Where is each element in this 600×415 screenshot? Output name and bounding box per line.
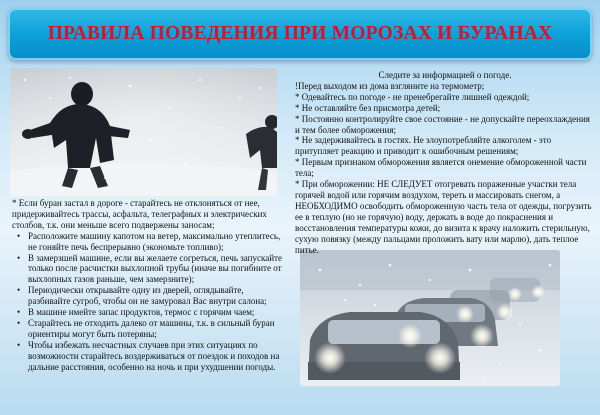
blizzard-people-photo [10, 68, 277, 196]
road-bullet-list [12, 231, 282, 373]
advice-line: * Одевайтесь по погоде - не пренебрегайте лишней одеждой; [295, 91, 530, 102]
advice-line: * Не оставляйте без присмотра детей; [295, 102, 441, 113]
list-item: • В машине имейте запас продуктов, термос с горячим чаем; [12, 307, 282, 318]
blizzard-road-text [12, 198, 282, 373]
advice-line: * При обморожении: НЕ СЛЕДУЕТ отогревать пораженные участки тела горячей водой или горячим воздухом, тереть и массировать снегом, а НЕОБХОДИМО освободить обмороженную часть тела от одежды, погрузить ее в теплую (но не горячую) воду, держать в воде до покраснения и восстановления температуры кожи, до визита к врачу наложить стерильную, сухую повязку (между пальцами проложить вату или марлю), дать теплое питье. [295, 179, 592, 255]
weather-heading: Следите за информацией о погоде. [378, 70, 512, 80]
title-banner [8, 8, 592, 60]
list-item: • Расположите машину капотом на ветер, максимально утеплитесь, не гоняйте печь беспрерывно (экономьте топливо); [12, 231, 282, 253]
weather-advice-text [295, 70, 595, 255]
advice-line: * Первым признаком обморожения является онемение обмороженной части тела; [295, 157, 587, 179]
advice-line: * Не задерживайтесь в гостях. Не злоупотребляйте алкоголем - это притупляет реакцию и приводит к ошибочным решениям; [295, 135, 552, 157]
road-intro: * Если буран застал в дороге - старайтесь не отклоняться от нее, придерживайтесь трассы, асфальта, телеграфных и электрических столбов, т.к. они меньше всего подвержены заносам; [12, 198, 267, 230]
cars-snowstorm-photo [300, 250, 560, 386]
list-item: • Периодически открывайте одну из дверей, оглядывайте, разбивайте сугроб, чтобы он не замуровал Вас внутри салона; [12, 285, 282, 307]
advice-line: * Постоянно контролируйте свое состояние - не допускайте переохлаждения и тем более обморожения; [295, 113, 590, 135]
list-item: • Старайтесь не отходить далеко от машины, т.к. в сильный буран ориентиры могут быть потеряны; [12, 318, 282, 340]
page-title: ПРАВИЛА ПОВЕДЕНИЯ ПРИ МОРОЗАХ И БУРАНАХ [47, 23, 553, 44]
list-item: • В замерзшей машине, если вы желаете согреться, печь запускайте только после расчистки выхлопной трубы (иначе вы погибните от выхлопных газов раньше, чем замерзните); [12, 253, 282, 286]
list-item: • Чтобы избежать несчастных случаев при этих ситуациях по возможности старайтесь воздерживаться от поездок и походов на дальние расстояния, особенно на ночь и при ухудшении погоды. [12, 340, 282, 373]
advice-line: !Перед выходом из дома взгляните на термометр; [295, 80, 485, 91]
